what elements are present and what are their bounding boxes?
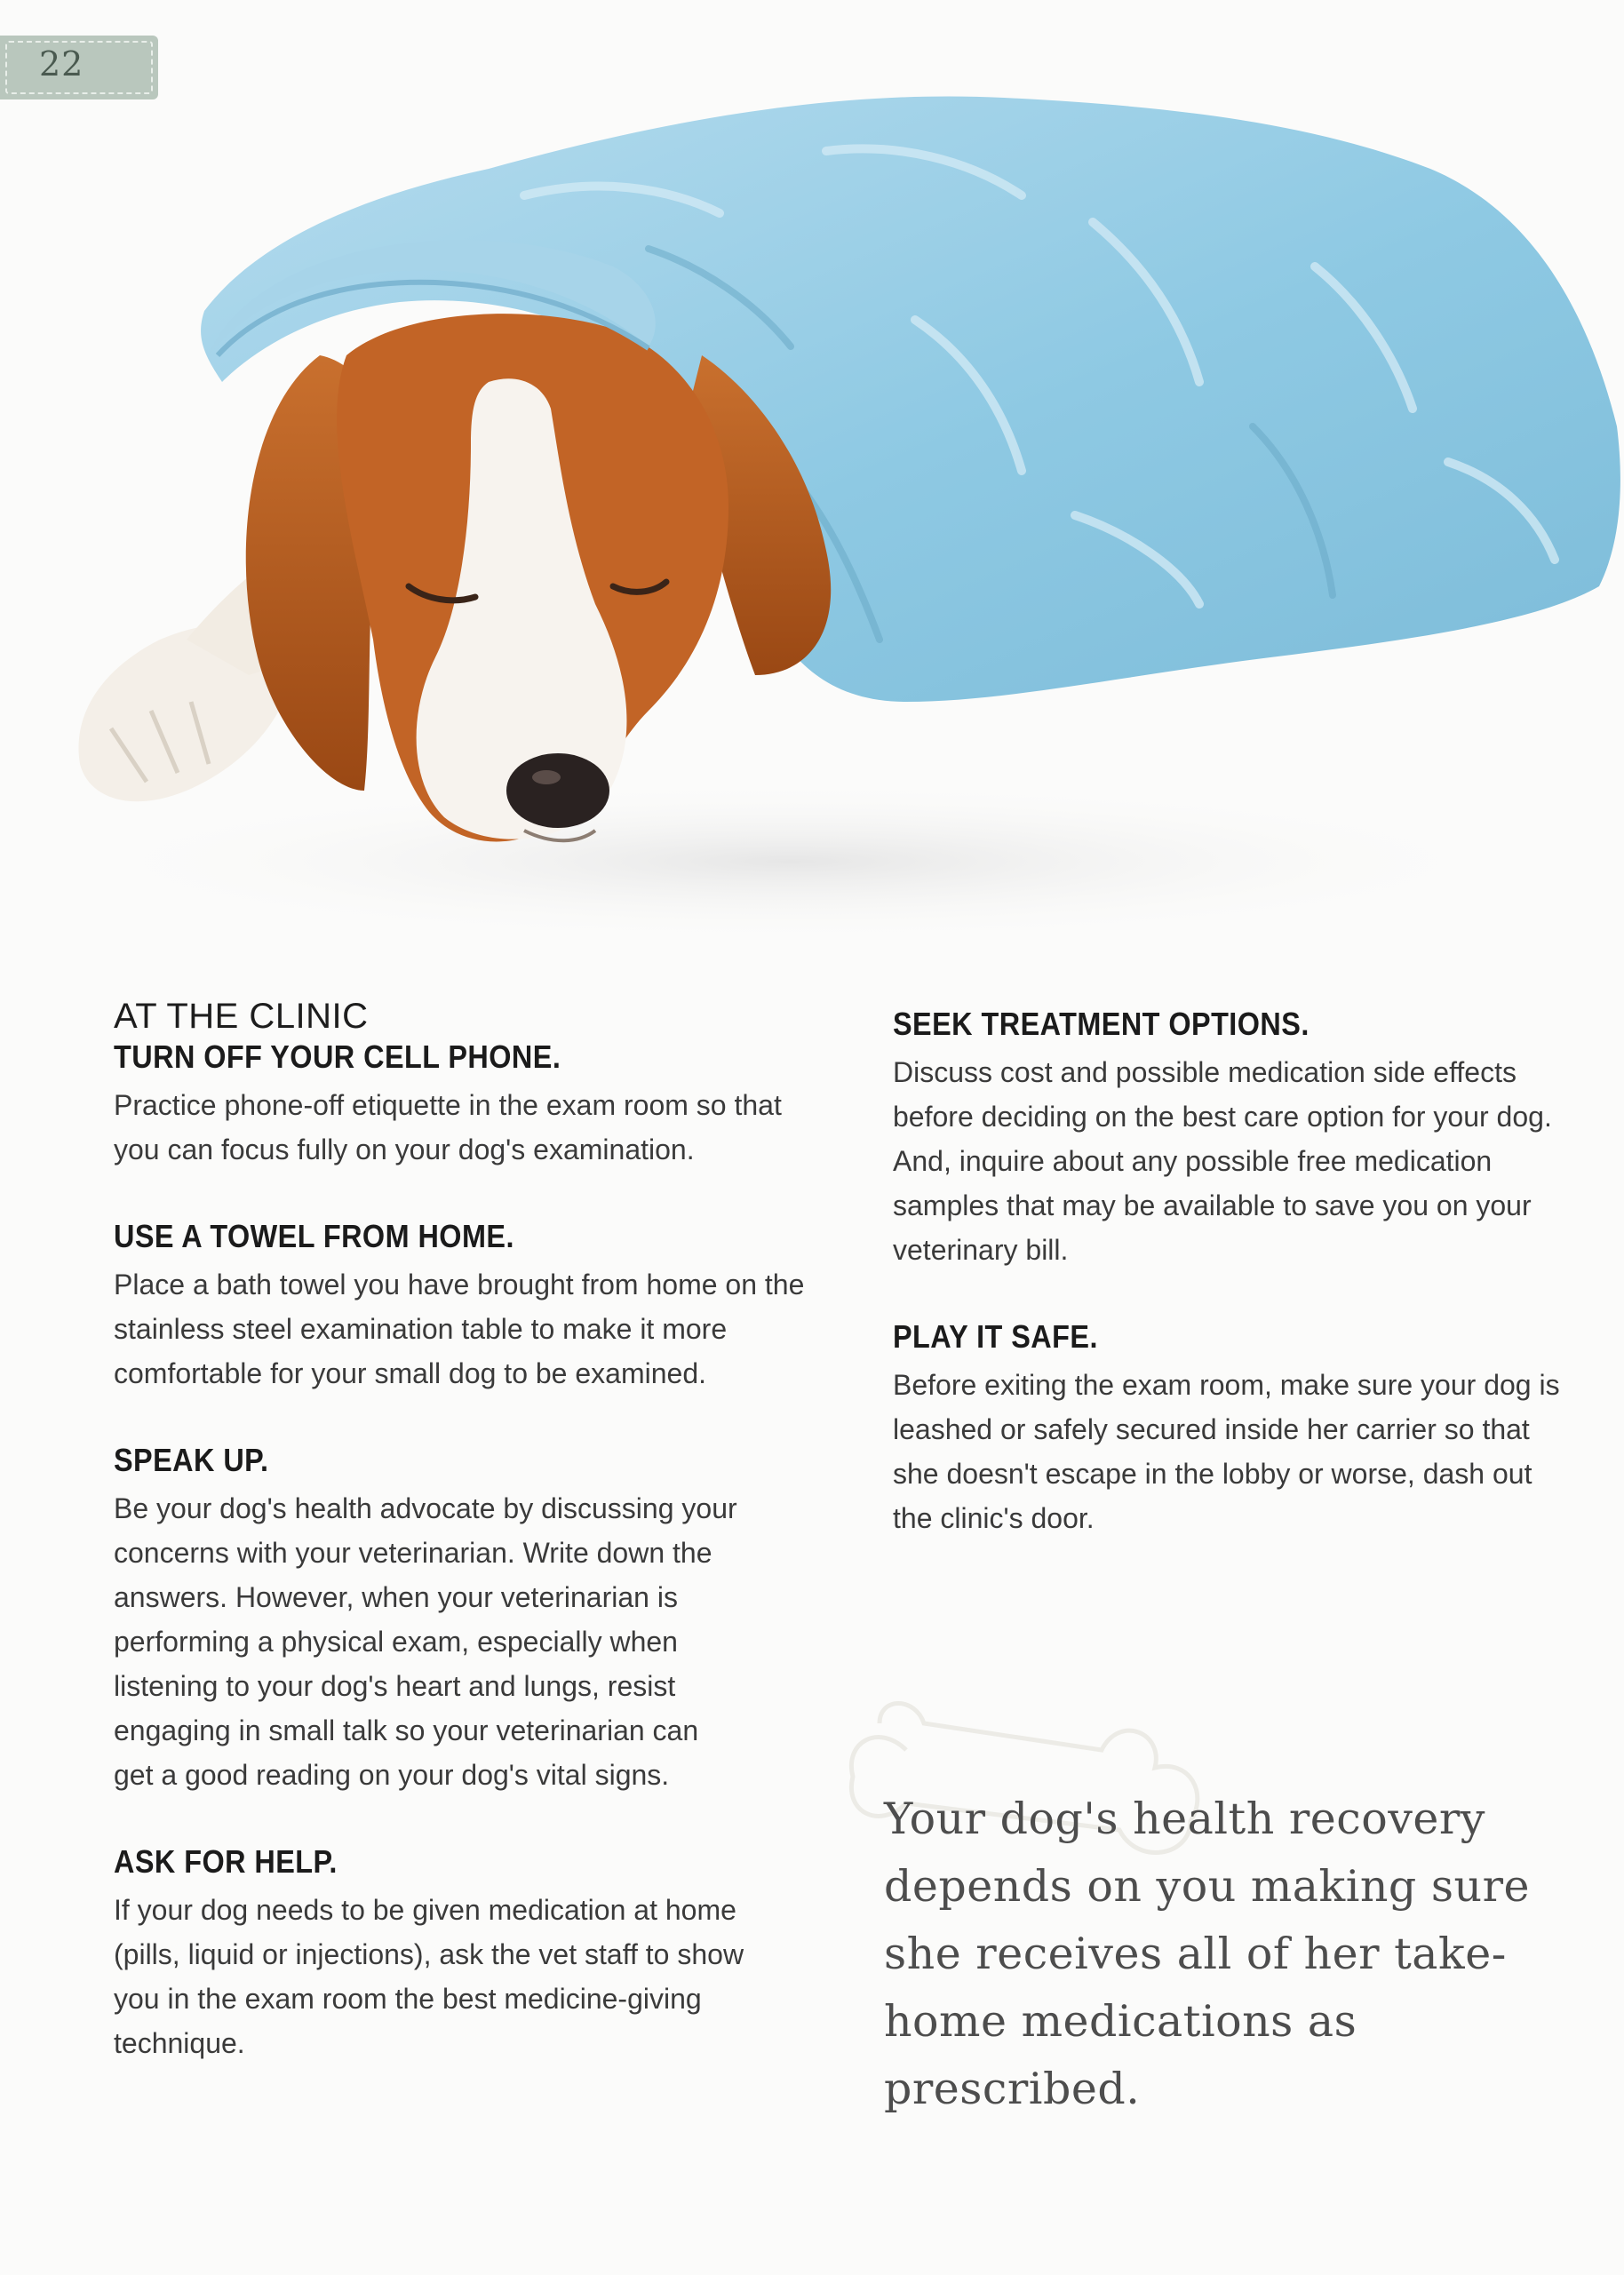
tip-heading: SEEK TREATMENT OPTIONS. [893,1006,1310,1042]
left-column [114,997,824,2112]
tip-heading: ASK FOR HELP. [114,1843,338,1880]
right-column [893,1006,1568,1587]
tip-body: Before exiting the exam room, make sure your dog is leashed or safely secured inside her carrier so that she doesn't escape in the lobby or worse, dash out the clinic's door. [893,1369,1560,1534]
dog-nose [506,753,609,828]
tip-heading: SPEAK UP. [114,1442,269,1478]
tip-body: Be your dog's health advocate by discussing your concerns with your veterinarian. Write down the answers. However, when your veterinarian is performing a physical exam, especially when listening to your dog's heart and lungs, resist engaging in small talk so your veterinarian can get a good reading on your dog's vital signs. [114,1492,737,1791]
dog-under-towel-photo [27,89,1624,959]
tip-heading: PLAY IT SAFE. [893,1318,1098,1355]
tip-body: Place a bath towel you have brought from home on the stainless steel examination table to make it more comfortable for your small dog to be examined. [114,1269,805,1389]
pull-quote: Your dog's health recovery depends on you making sure she receives all of her take-home medications as prescribed. [884,1794,1530,2114]
tip-use-towel [114,1218,824,1396]
tip-play-it-safe [893,1318,1568,1540]
tip-ask-for-help [114,1843,824,2065]
tip-speak-up [114,1442,824,1797]
tip-heading: USE A TOWEL FROM HOME. [114,1218,514,1254]
tip-body: Practice phone-off etiquette in the exam room so that you can focus fully on your dog's examination. [114,1089,782,1165]
tip-heading: TURN OFF YOUR CELL PHONE. [114,1038,561,1075]
tip-body: Discuss cost and possible medication side effects before deciding on the best care option for your dog. And, inquire about any possible free medication samples that may be available to save you on your veterinary bill. [893,1056,1552,1266]
section-title: AT THE CLINIC [114,997,369,1036]
page-number: 22 [39,44,84,84]
tip-seek-treatment [893,1006,1568,1272]
tip-body: If your dog needs to be given medication at home (pills, liquid or injections), ask the vet staff to show you in the exam room the best medicine-giving technique. [114,1894,744,2059]
floor-shadow [62,782,1519,942]
tip-turn-off-phone [114,1038,824,1172]
